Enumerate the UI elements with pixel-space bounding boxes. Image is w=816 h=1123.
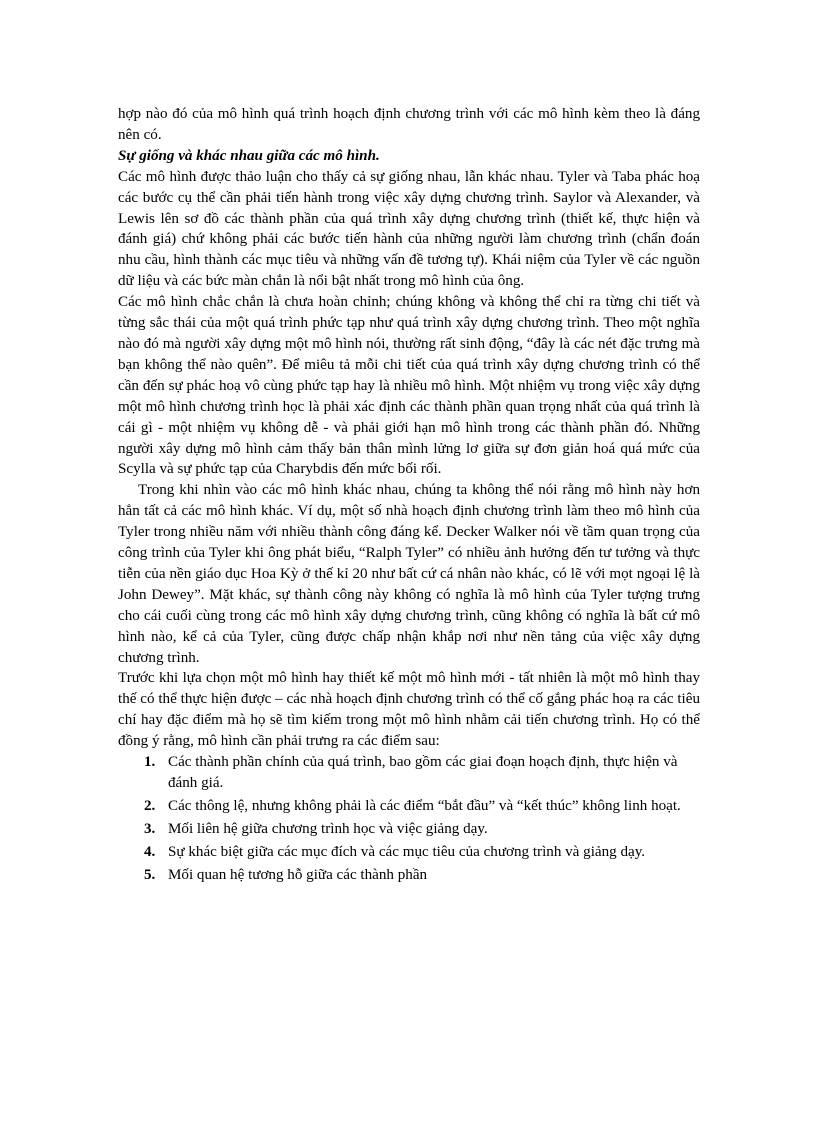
- list-item-text: Mối quan hệ tương hỗ giữa các thành phần: [168, 866, 428, 883]
- paragraph-criteria: Trước khi lựa chọn một mô hình hay thiết kế một mô hình mới - tất nhiên là một mô hình thay thế có thể thực hiện được – các nhà hoạch định chương trình có thể cố gắng phác hoạ ra các tiêu chí hay đặc điểm mà họ sẽ tìm kiếm trong một mô hình nhằm cải tiến chương trình. Họ có thể đồng ý rằng, mô hình cần phải trưng ra các điểm sau:: [118, 670, 700, 750]
- list-number: 2.: [144, 797, 156, 814]
- list-item-text: Các thông lệ, nhưng không phải là các điểm “bắt đầu” và “kết thúc” không linh hoạt.: [168, 797, 681, 814]
- list-item-text: Sự khác biệt giữa các mục đích và các mục tiêu của chương trình và giảng dạy.: [168, 843, 646, 860]
- list-item: [144, 842, 700, 863]
- criteria-list: [118, 752, 700, 885]
- list-item-text: Mối liên hệ giữa chương trình học và việc giảng dạy.: [168, 820, 488, 837]
- list-item: [144, 796, 700, 817]
- list-number: 5.: [144, 866, 156, 883]
- list-number: 4.: [144, 843, 156, 860]
- list-item-text: Các thành phần chính của quá trình, bao gồm các giai đoạn hoạch định, thực hiện và đánh giá.: [168, 754, 678, 791]
- paragraph-tyler-model: Trong khi nhìn vào các mô hình khác nhau, chúng ta không thể nói rằng mô hình này hơn hẳn tất cả các mô hình khác. Ví dụ, một số nhà hoạch định chương trình làm theo mô hình của Tyler trong nhiều năm với nhiều thành công đáng kể. Decker Walker nói về tầm quan trọng của công trình của Tyler khi ông phát biểu, “Ralph Tyler” có nhiều ảnh hưởng đến tư tưởng và thực tiễn của nền giáo dục Hoa Kỳ ở thế kỉ 20 như bất cứ cá nhân nào khác, có lẽ với mọt ngoại lệ là John Dewey”. Mặt khác, sự thành công này không có nghĩa là mô hình của Tyler tượng trưng cho cái cuối cùng trong các mô hình xây dựng chương trình, cũng không có nghĩa là bất cứ mô hình nào, kể cả của Tyler, cũng được chấp nhận khắp nơi như nền tảng của việc xây dựng chương trình.: [118, 482, 700, 666]
- list-number: 1.: [144, 754, 156, 771]
- paragraph-models-incomplete: Các mô hình chắc chắn là chưa hoàn chỉnh; chúng không và không thể chỉ ra từng chi tiết và từng sắc thái của một quá trình phức tạp như quá trình xây dựng chương trình. Theo một nghĩa nào đó mà người xây dựng một mô hình nói, thường rất sinh động, “đây là các nét đặc trưng mà bạn không thể nào quên”. Để miêu tả mỗi chi tiết của quá trình xây dựng chương trình có thể cần đến sự phác hoạ vô cùng phức tạp hay là nhiều mô hình. Một nhiệm vụ trong việc xây dựng một mô hình chương trình học là phải xác định các thành phần quan trọng nhất của quá trình là cái gì - một nhiệm vụ không dễ - và phải giới hạn mô hình trong các thành phần đó. Những người xây dựng mô hình cảm thấy bản thân mình lửng lơ giữa sự đơn giản hoá quá mức của Scylla và sự phức tạp của Charybdis đến mức bối rối.: [118, 294, 700, 478]
- list-item: [144, 865, 700, 886]
- list-item: [144, 819, 700, 840]
- list-number: 3.: [144, 820, 156, 837]
- paragraph-similarities: Các mô hình được thảo luận cho thấy cả sự giống nhau, lẫn khác nhau. Tyler và Taba phác hoạ các bước cụ thể cần phải tiến hành trong việc xây dựng chương trình. Saylor và Alexander, và Lewis lên sơ đồ các thành phần của quá trình xây dựng chương trình (thiết kế, thực hiện và đánh giá) chứ không phải các bước tiến hành của những người làm chương trình (chẩn đoán nhu cầu, hình thành các mục tiêu và những vấn đề tương tự). Khái niệm của Tyler về các nguồn dữ liệu và các bức màn chắn là nổi bật nhất trong mô hình của ông.: [118, 168, 700, 290]
- section-heading: Sự giống và khác nhau giữa các mô hình.: [118, 147, 380, 164]
- list-item: [144, 752, 700, 794]
- paragraph-intro-continuation: hợp nào đó của mô hình quá trình hoạch định chương trình với các mô hình kèm theo là đáng nên có.: [118, 106, 700, 143]
- document-page: [118, 104, 700, 888]
